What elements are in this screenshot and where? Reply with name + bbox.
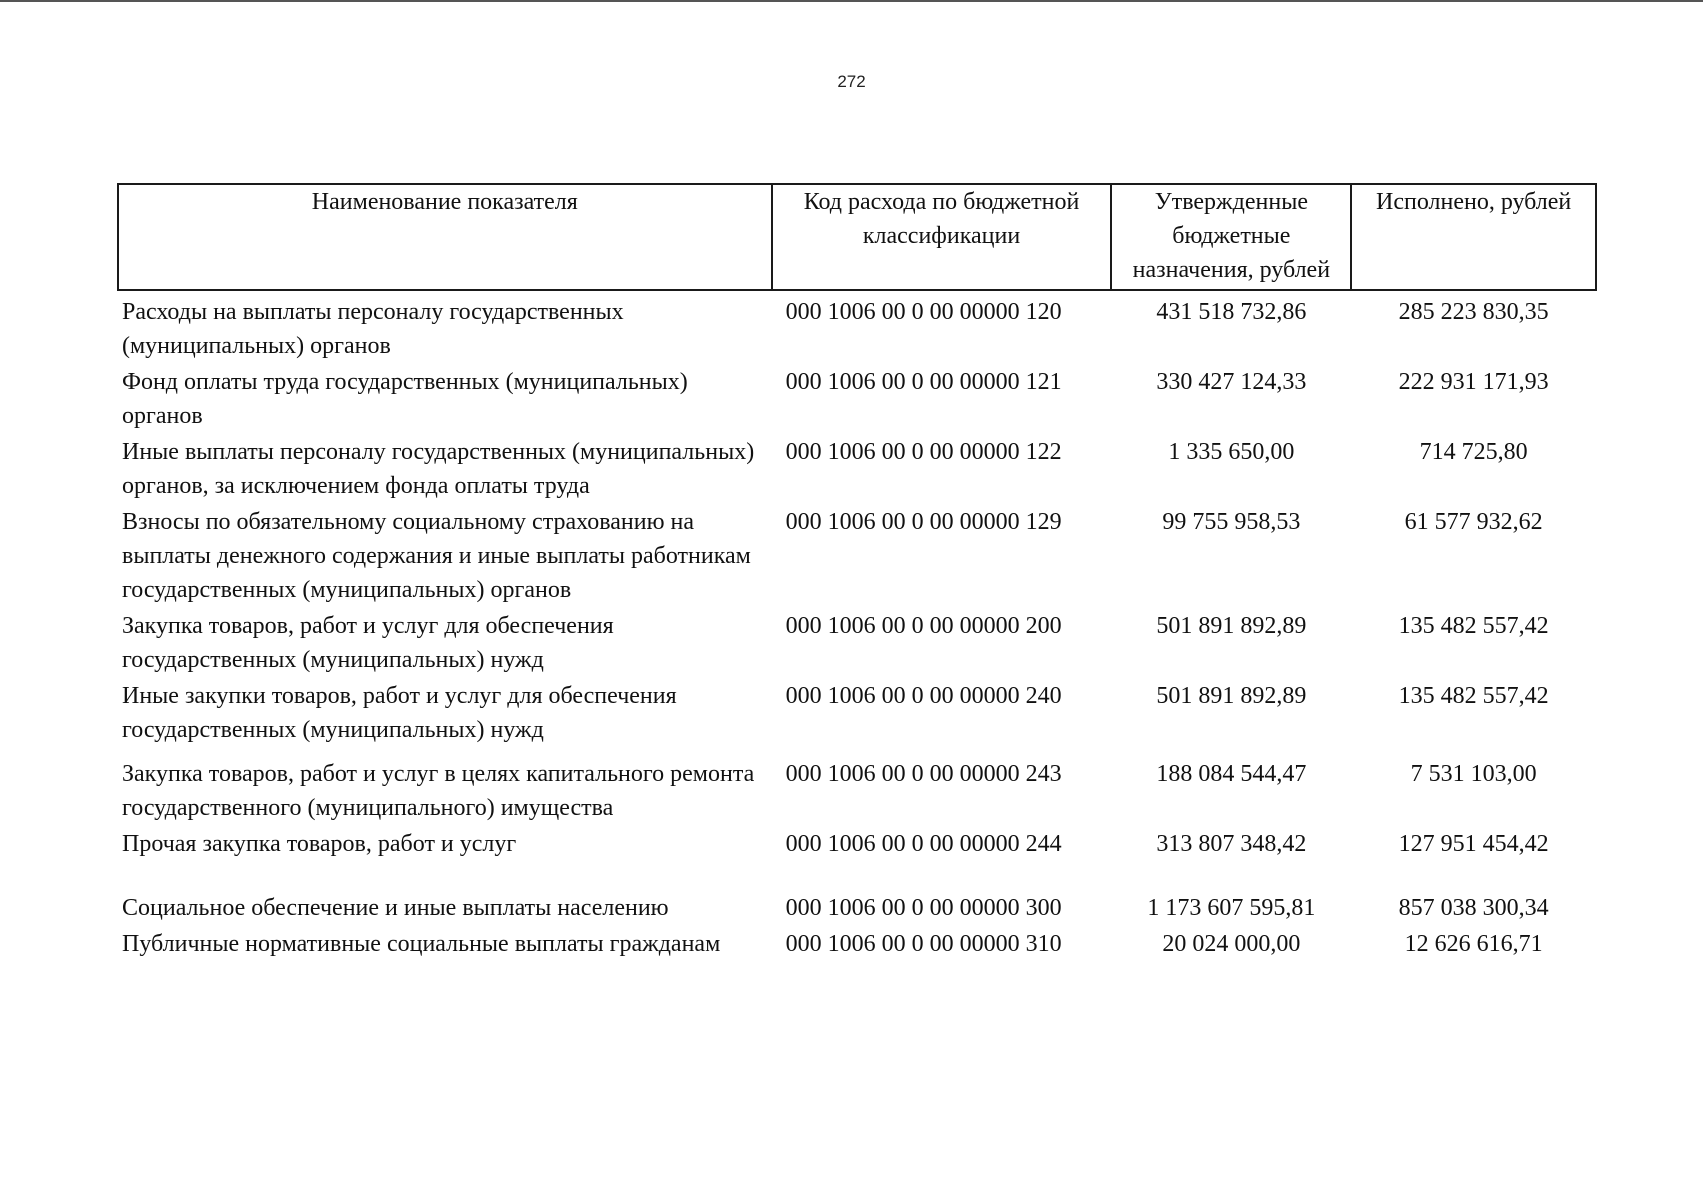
row-expense-code: 000 1006 00 0 00 00000 310	[785, 931, 1062, 957]
row-approved-amount: 431 518 732,86	[1156, 299, 1307, 325]
row-executed-amount: 61 577 932,62	[1404, 509, 1543, 535]
top-border-line	[0, 0, 1703, 2]
row-indicator-name: Иные выплаты персоналу государственных (муниципальных) органов, за исключением фонда оплаты труда	[122, 439, 755, 499]
table-row	[118, 891, 1596, 927]
budget-execution-table	[117, 183, 1597, 963]
table-row	[118, 827, 1596, 891]
row-indicator-name: Закупка товаров, работ и услуг в целях капитального ремонта государственного (муниципального) имущества	[122, 761, 755, 821]
row-indicator-name: Расходы на выплаты персоналу государственных (муниципальных) органов	[122, 299, 624, 359]
row-indicator-name: Социальное обеспечение и иные выплаты населению	[122, 895, 669, 921]
row-approved-amount: 501 891 892,89	[1156, 613, 1307, 639]
row-approved-amount: 330 427 124,33	[1156, 369, 1307, 395]
row-executed-amount: 12 626 616,71	[1404, 931, 1543, 957]
row-executed-amount: 135 482 557,42	[1398, 613, 1549, 639]
table-row	[118, 609, 1596, 679]
row-approved-amount: 99 755 958,53	[1162, 509, 1301, 535]
row-executed-amount: 285 223 830,35	[1398, 299, 1549, 325]
page-number: 272	[837, 72, 866, 91]
row-approved-amount: 1 173 607 595,81	[1147, 895, 1316, 921]
table-row	[118, 757, 1596, 827]
header-expense-code: Код расхода по бюджетной классификации	[772, 184, 1112, 290]
row-approved-amount: 188 084 544,47	[1156, 761, 1307, 787]
table-row	[118, 290, 1596, 365]
table-row	[118, 679, 1596, 757]
table-row	[118, 927, 1596, 963]
row-executed-amount: 7 531 103,00	[1410, 761, 1537, 787]
row-expense-code: 000 1006 00 0 00 00000 244	[785, 831, 1062, 857]
table-row	[118, 365, 1596, 435]
table-row	[118, 435, 1596, 505]
row-expense-code: 000 1006 00 0 00 00000 300	[785, 895, 1062, 921]
row-indicator-name: Прочая закупка товаров, работ и услуг	[122, 831, 517, 857]
row-expense-code: 000 1006 00 0 00 00000 122	[785, 439, 1062, 465]
row-executed-amount: 714 725,80	[1419, 439, 1528, 465]
row-approved-amount: 1 335 650,00	[1168, 439, 1295, 465]
row-approved-amount: 501 891 892,89	[1156, 683, 1307, 709]
row-indicator-name: Иные закупки товаров, работ и услуг для обеспечения государственных (муниципальных) нужд	[122, 683, 677, 743]
header-executed-amount: Исполнено, рублей	[1351, 184, 1596, 290]
row-indicator-name: Закупка товаров, работ и услуг для обеспечения государственных (муниципальных) нужд	[122, 613, 614, 673]
row-indicator-name: Фонд оплаты труда государственных (муниципальных) органов	[122, 369, 688, 429]
row-executed-amount: 222 931 171,93	[1398, 369, 1549, 395]
table-header-row	[118, 184, 1596, 290]
row-executed-amount: 857 038 300,34	[1398, 895, 1549, 921]
row-approved-amount: 20 024 000,00	[1162, 931, 1301, 957]
row-expense-code: 000 1006 00 0 00 00000 121	[785, 369, 1062, 395]
row-executed-amount: 135 482 557,42	[1398, 683, 1549, 709]
row-expense-code: 000 1006 00 0 00 00000 240	[785, 683, 1062, 709]
header-indicator-name: Наименование показателя	[118, 184, 772, 290]
row-approved-amount: 313 807 348,42	[1156, 831, 1307, 857]
row-executed-amount: 127 951 454,42	[1398, 831, 1549, 857]
row-expense-code: 000 1006 00 0 00 00000 129	[785, 509, 1062, 535]
row-expense-code: 000 1006 00 0 00 00000 200	[785, 613, 1062, 639]
row-indicator-name: Взносы по обязательному социальному страхованию на выплаты денежного содержания и иные выплаты работникам государственных (муниципальных) органов	[122, 509, 751, 603]
table-row	[118, 505, 1596, 609]
row-indicator-name: Публичные нормативные социальные выплаты гражданам	[122, 931, 721, 957]
row-expense-code: 000 1006 00 0 00 00000 243	[785, 761, 1062, 787]
row-expense-code: 000 1006 00 0 00 00000 120	[785, 299, 1062, 325]
header-approved-amount: Утвержденные бюджетные назначения, рублей	[1111, 184, 1351, 290]
